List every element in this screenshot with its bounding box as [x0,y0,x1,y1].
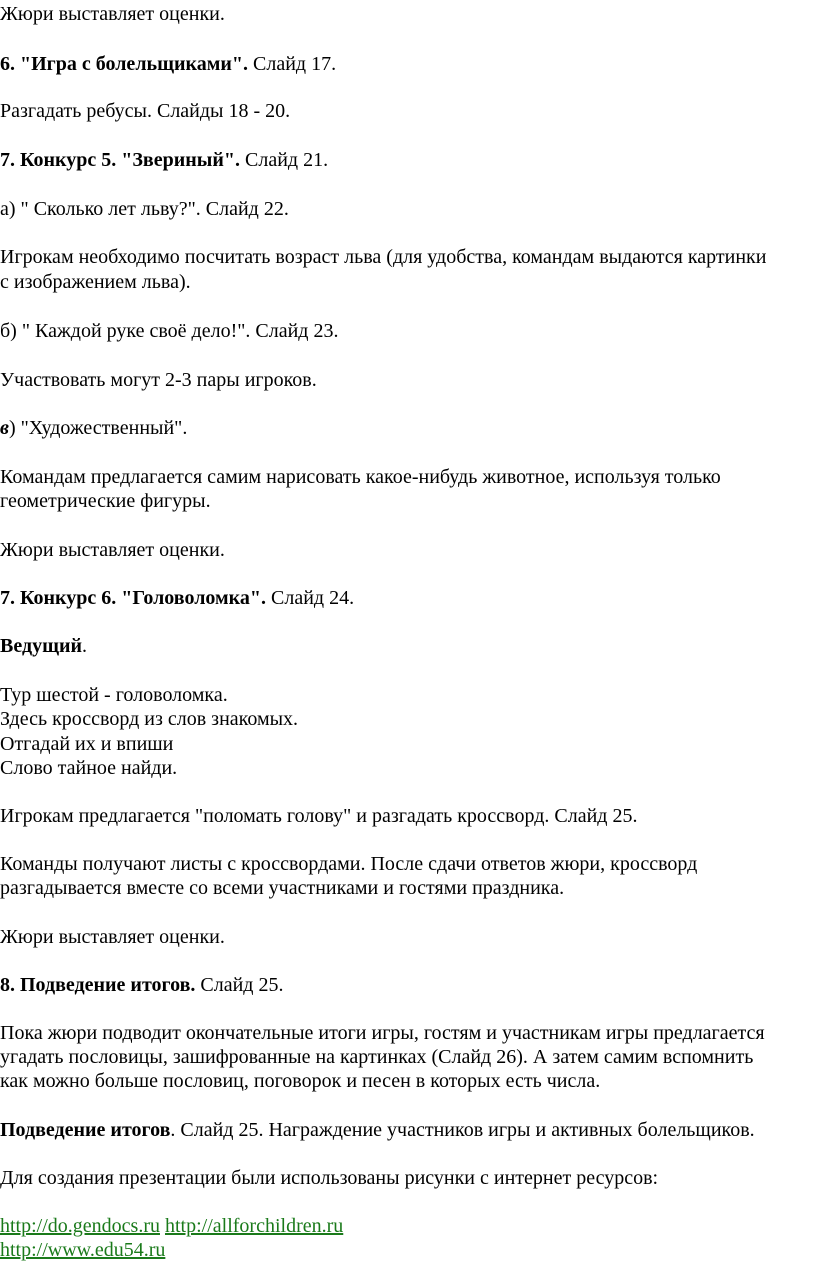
paragraph-awards-bold: Подведение итогов [0,1119,171,1141]
heading-contest-5-slide: Слайд 21. [240,149,329,171]
paragraph-artistic-letter: в [0,417,9,439]
heading-contest-5-bold: 7. Конкурс 5. "Звериный". [0,149,241,171]
heading-contest-5 [0,148,816,172]
paragraph-rebuses: Разгадать ребусы. Слайды 18 - 20. [0,100,291,122]
link-gendocs[interactable]: http://do.gendocs.ru [0,1215,160,1237]
heading-contest-6 [0,586,816,610]
paragraph-host [0,634,816,658]
paragraph-proverbs-line3: как можно больше пословиц, поговорок и песен в которых есть числа. [0,1070,601,1092]
paragraph-jury-scores-1: Жюри выставляет оценки. [0,3,225,25]
link-edu54[interactable]: http://www.edu54.ru [0,1239,166,1261]
paragraph-jury-scores-3: Жюри выставляет оценки. [0,926,225,948]
heading-game-with-fans-bold: 6. "Игра с болельщиками". [0,53,248,75]
link-allforchildren[interactable]: http://allforchildren.ru [164,1215,344,1237]
paragraph-crossword-sheets-line2: разгадывается вместе со всеми участниками и гостями праздника. [0,877,565,899]
paragraph-crossword-sheets-line1: Команды получают листы с кроссвордами. После сдачи ответов жюри, кроссворд [0,853,698,875]
paragraph-awards-rest: . Слайд 25. Награждение участников игры и активных болельщиков. [170,1119,755,1141]
poem-line: Тур шестой - головоломка. [0,684,228,706]
poem-line: Отгадай их и впиши [0,733,174,755]
links-line-2 [0,1238,816,1262]
paragraph-host-bold: Ведущий [0,635,83,657]
heading-contest-6-slide: Слайд 24. [266,587,355,609]
heading-game-with-fans [0,52,816,76]
paragraph-jury-scores-2: Жюри выставляет оценки. [0,539,225,561]
paragraph-proverbs-line1: Пока жюри подводит окончательные итоги игры, гостям и участникам игры предлагается [0,1022,765,1044]
paragraph-host-rest: . [82,635,88,657]
heading-summary [0,973,816,997]
paragraph-participants: Участвовать могут 2-3 пары игроков. [0,369,317,391]
paragraph-artistic [0,416,816,440]
heading-contest-6-bold: 7. Конкурс 6. "Головоломка". [0,587,266,609]
heading-summary-slide: Слайд 25. [195,974,284,996]
paragraph-proverbs-line2: угадать пословицы, зашифрованные на картинках (Слайд 26). А затем самим вспомнить [0,1046,754,1068]
paragraph-lion-instructions-line2: с изображением льва). [0,271,191,293]
poem-line: Слово тайное найди. [0,757,178,779]
heading-summary-bold: 8. Подведение итогов. [0,974,196,996]
paragraph-draw-animal-line1: Командам предлагается самим нарисовать какое-нибудь животное, используя только [0,466,721,488]
links-line-1 [0,1214,816,1238]
paragraph-crossword: Игрокам предлагается "поломать голову" и разгадать кроссворд. Слайд 25. [0,805,638,827]
poem-line: Здесь кроссворд из слов знакомых. [0,708,299,730]
paragraph-lion-instructions-line1: Игрокам необходимо посчитать возраст льва (для удобства, командам выдаются картинки [0,246,767,268]
paragraph-each-hand: б) " Каждой руке своё дело!". Слайд 23. [0,320,339,342]
paragraph-lion-age: а) " Сколько лет льву?". Слайд 22. [0,198,289,220]
paragraph-artistic-title: ) "Художественный". [8,417,188,439]
heading-game-with-fans-slide: Слайд 17. [248,53,337,75]
paragraph-draw-animal-line2: геометрические фигуры. [0,490,211,512]
paragraph-sources: Для создания презентации были использованы рисунки с интернет ресурсов: [0,1167,659,1189]
paragraph-awards [0,1118,816,1142]
